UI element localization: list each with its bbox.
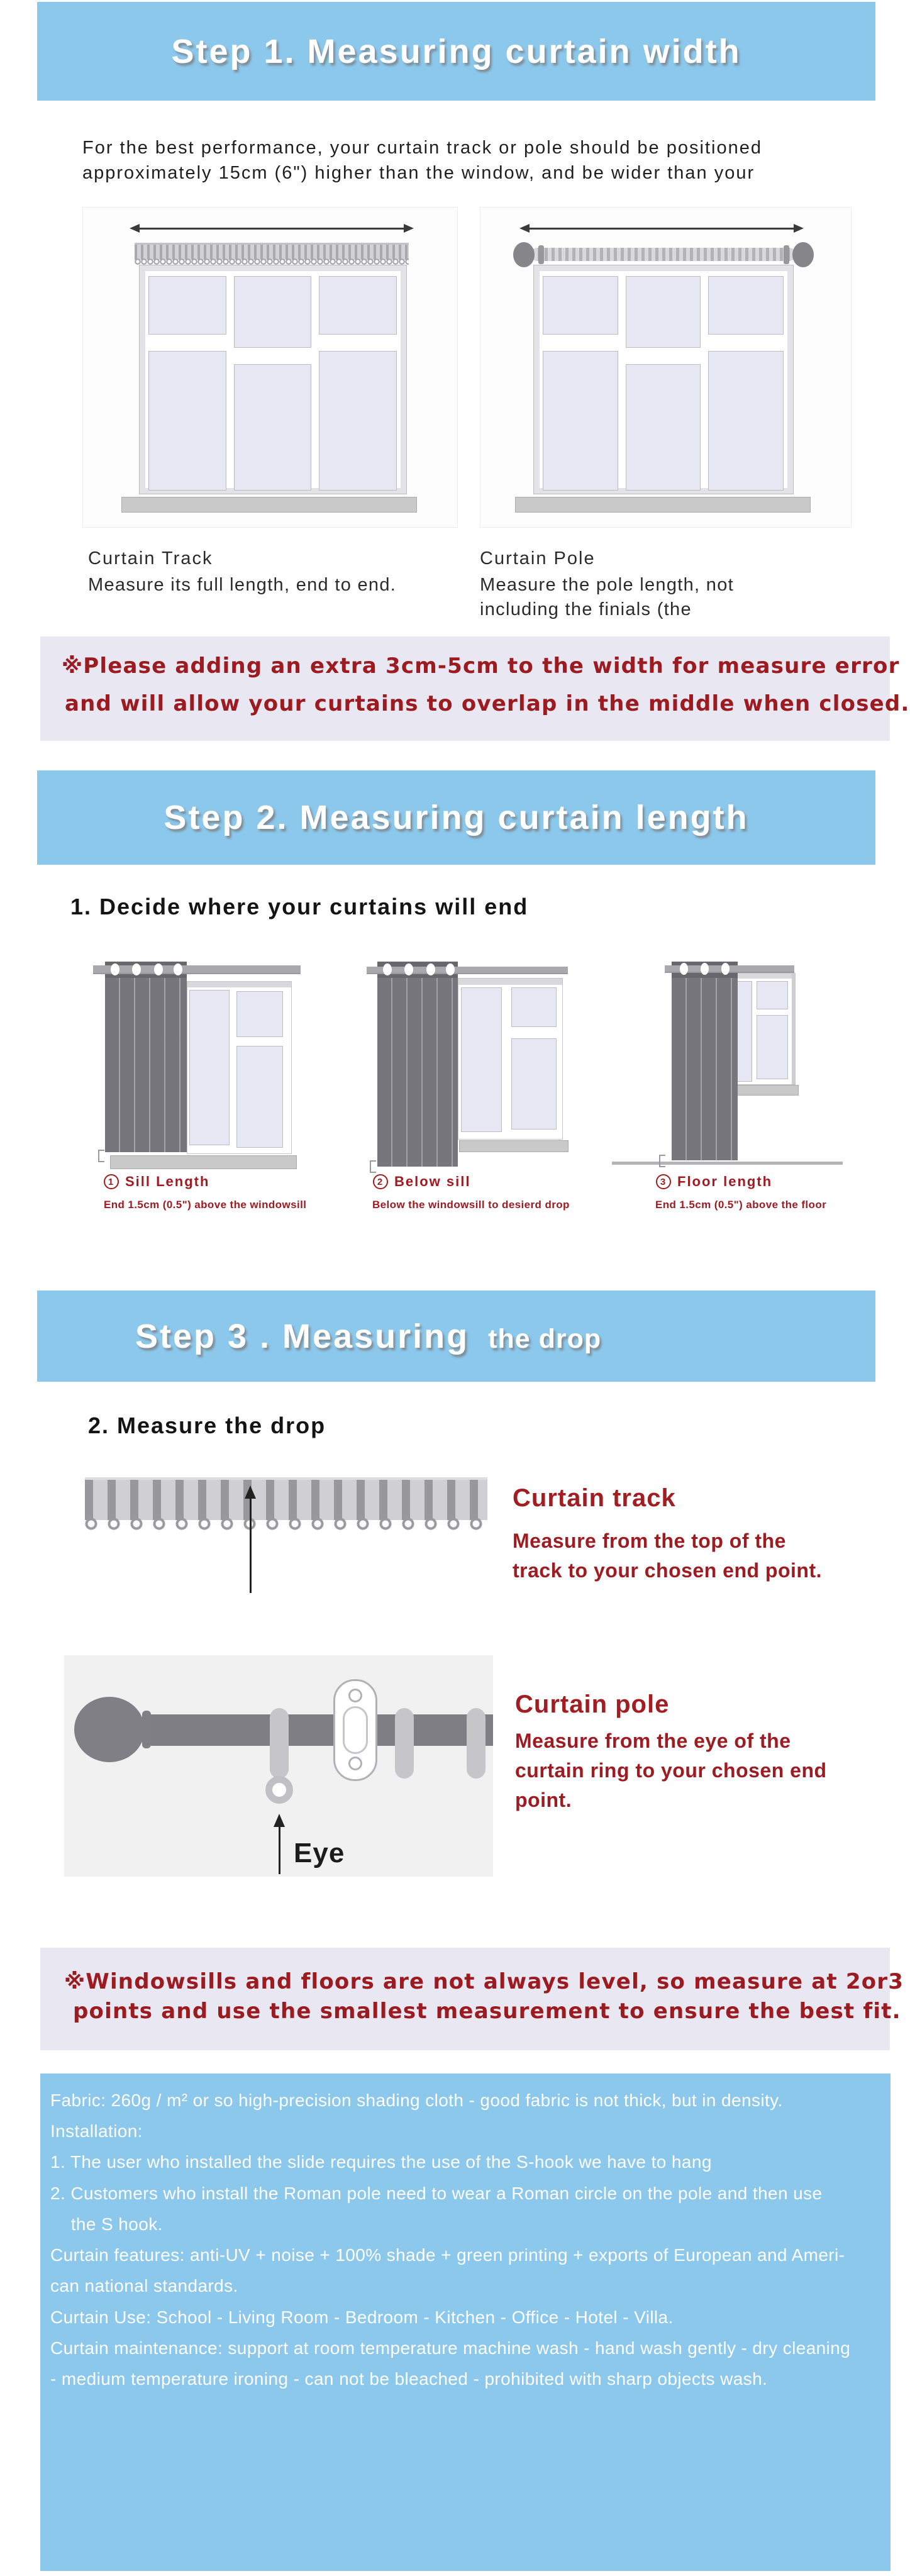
pole-caption-line-2: including the finials (the: [480, 599, 692, 619]
curtain-pole-graphic: [64, 1655, 493, 1877]
window-sill: [515, 497, 811, 513]
pole-title: Curtain pole: [515, 1690, 670, 1718]
fig1-caption-label: Sill Length: [125, 1174, 210, 1189]
fig1-end-mark: [98, 1150, 104, 1162]
info-line-features: Curtain features: anti-UV + noise + 100% shade + green printing + exports of European and Ameri-: [50, 2245, 845, 2265]
fig1-window: [187, 981, 292, 1154]
width-note-box: [40, 636, 910, 741]
pole-bracket-right: [784, 245, 789, 264]
pole-wall-bracket: [333, 1679, 377, 1781]
pole-line-2: curtain ring to your chosen end: [515, 1759, 827, 1782]
fig3-sill: [728, 1085, 799, 1096]
step1-banner-title: Step 1. Measuring curtain width: [171, 32, 741, 70]
window-sill: [121, 497, 417, 513]
fig2-caption: [373, 1174, 470, 1190]
pole-bar: [151, 1714, 493, 1746]
step1-intro-line-1: For the best performance, your curtain track or pole should be positioned: [82, 138, 762, 158]
mini-curtain-track: [135, 243, 409, 260]
curtain-ring-eye: [265, 1776, 293, 1804]
figure-curtain-track-window: [82, 207, 458, 528]
eye-label: Eye: [294, 1838, 345, 1868]
pole-finial-ball: [74, 1697, 145, 1762]
eye-arrow-icon: [279, 1820, 280, 1874]
fig1-pole-front: [93, 965, 301, 974]
track-measure-arrow-icon: [250, 1492, 252, 1593]
fig1-number-badge: 1: [104, 1174, 119, 1189]
width-note-line-2: and will allow your curtains to overlap in the middle when closed.: [65, 691, 910, 716]
pole-line-3: point.: [515, 1789, 572, 1811]
width-arrow-icon: [135, 228, 409, 230]
step3-banner: [37, 1291, 875, 1382]
track-caption-line: Measure its full length, end to end.: [88, 575, 397, 595]
fig3-floor-line: [612, 1162, 843, 1165]
pole-finial-left: [513, 242, 535, 267]
step3-banner-subtitle: the drop: [488, 1323, 602, 1354]
step3-banner-title: Step 3 . Measuring: [135, 1317, 470, 1355]
pole-line-1: Measure from the eye of the: [515, 1729, 791, 1752]
step2-banner: [37, 770, 875, 865]
step2-heading: 1. Decide where your curtains will end: [70, 894, 529, 919]
fig2-caption-sub: Below the windowsill to desierd drop: [372, 1199, 570, 1211]
fig3-curtain: [672, 962, 738, 1160]
fig1-sill: [110, 1155, 297, 1169]
pole-finial-right: [792, 242, 814, 267]
pole-bracket-left: [538, 245, 544, 264]
fig2-end-mark: [370, 1160, 376, 1173]
track-title: Curtain track: [513, 1484, 676, 1512]
info-line-features-2: can national standards.: [50, 2276, 238, 2296]
fig2-window: [458, 978, 563, 1140]
curtain-ring: [467, 1708, 486, 1779]
info-line-fabric: Fabric: 260g / m² or so high-precision shading cloth - good fabric is not thick, but in density.: [50, 2090, 783, 2110]
info-line-maintenance-2: - medium temperature ironing - can not be bleached - prohibited with sharp objects wash.: [50, 2369, 768, 2389]
width-note-line-1: ※Please adding an extra 3cm-5cm to the width for measure error: [62, 653, 900, 679]
product-info-box: [40, 2074, 891, 2571]
fig1-caption: [104, 1174, 209, 1190]
window-graphic: [139, 265, 407, 494]
fig3-end-mark: [659, 1155, 665, 1167]
fig3-caption-label: Floor length: [677, 1174, 773, 1189]
pole-finial-neck: [142, 1711, 151, 1748]
window-graphic: [533, 265, 794, 494]
width-arrow-icon: [524, 228, 799, 230]
product-info-lines: [50, 2085, 887, 2395]
drop-note-line-1: ※Windowsills and floors are not always level, so measure at 2or3: [64, 1969, 904, 1994]
step1-banner: [37, 2, 875, 101]
fig2-caption-label: Below sill: [394, 1174, 471, 1189]
info-line-use: Curtain Use: School - Living Room - Bedroom - Kitchen - Office - Hotel - Villa.: [50, 2307, 674, 2327]
pole-caption-line-1: Measure the pole length, not: [480, 575, 734, 595]
fig2-pole-front: [367, 967, 568, 974]
info-line-installation: Installation:: [50, 2121, 143, 2141]
track-line-2: track to your chosen end point.: [513, 1559, 822, 1582]
curtain-track-hooks: [85, 1518, 487, 1533]
step2-banner-title: Step 2. Measuring curtain length: [164, 799, 749, 836]
fig2-curtain: [377, 962, 458, 1167]
mini-curtain-pole: [531, 248, 796, 261]
curtain-track-graphic: [85, 1477, 487, 1520]
info-line-maintenance: Curtain maintenance: support at room temperature machine wash - hand wash gently - dry cleaning: [50, 2338, 851, 2358]
track-line-1: Measure from the top of the: [513, 1530, 786, 1552]
fig3-caption: [656, 1174, 772, 1190]
figure-curtain-pole-window: [480, 207, 852, 528]
track-caption-title: Curtain Track: [88, 548, 213, 569]
fig3-caption-sub: End 1.5cm (0.5") above the floor: [655, 1199, 827, 1211]
curtain-ring: [395, 1708, 414, 1779]
fig2-number-badge: 2: [373, 1174, 388, 1189]
drop-note-box: [40, 1948, 904, 2050]
step1-intro-line-2: approximately 15cm (6") higher than the window, and be wider than your: [82, 163, 755, 183]
fig1-curtain: [105, 962, 187, 1152]
fig1-caption-sub: End 1.5cm (0.5") above the windowsill: [104, 1199, 307, 1211]
step3-heading: 2. Measure the drop: [88, 1413, 326, 1438]
drop-note-line-2: points and use the smallest measurement to ensure the best fit.: [73, 1999, 901, 2024]
info-line-install-2b: the S hook.: [50, 2214, 163, 2234]
fig2-sill: [459, 1140, 569, 1152]
curtain-ring: [270, 1708, 289, 1779]
info-line-install-1: 1. The user who installed the slide requires the use of the S-hook we have to hang: [50, 2152, 712, 2172]
fig3-number-badge: 3: [656, 1174, 671, 1189]
pole-caption-title: Curtain Pole: [480, 548, 596, 569]
info-line-install-2: 2. Customers who install the Roman pole need to wear a Roman circle on the pole and then use: [50, 2183, 823, 2203]
